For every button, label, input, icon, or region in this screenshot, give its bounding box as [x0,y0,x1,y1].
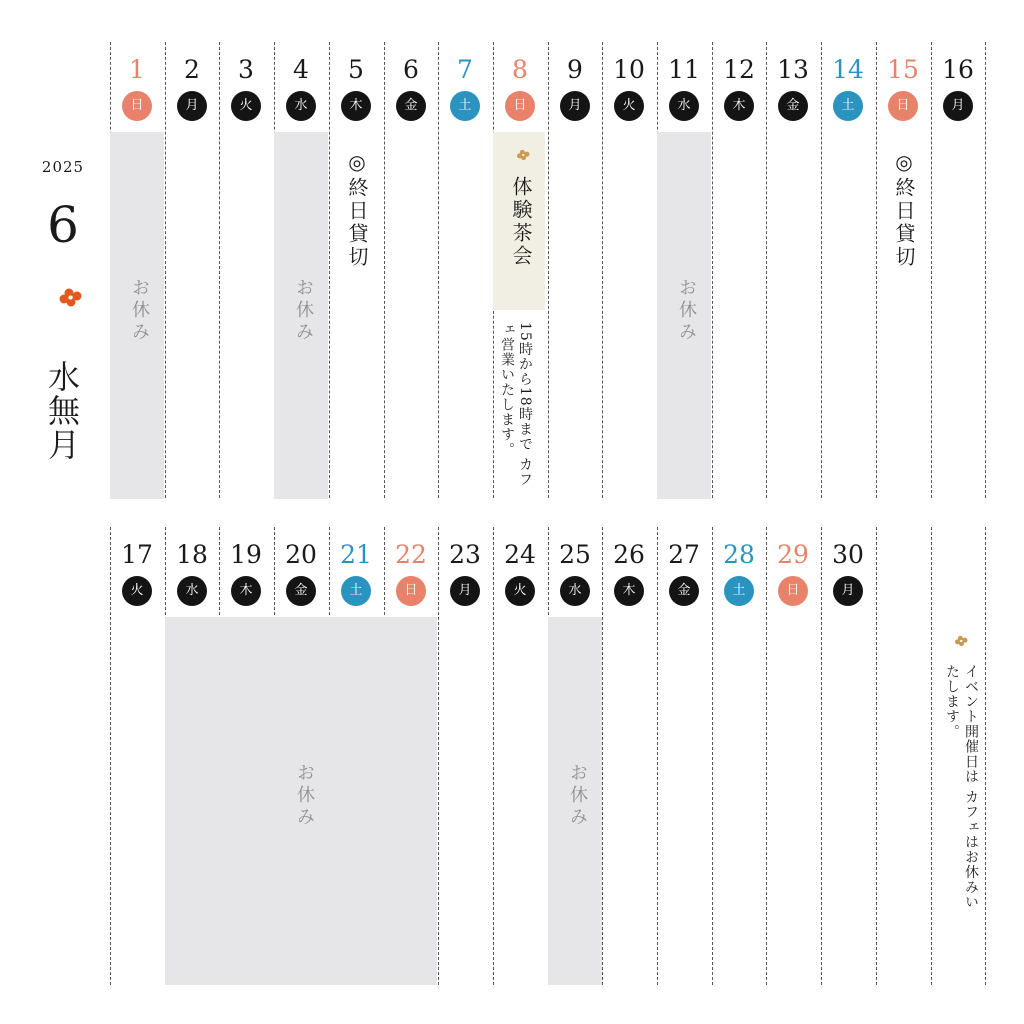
weekday-badge: 金 [286,576,316,606]
day-number: 26 [613,540,645,569]
cafe-hours-note: 15時から18時まで カフェ営業いたします。 [499,322,533,488]
month-header [0,0,110,520]
day-number: 6 [403,55,419,84]
day-number: 25 [559,540,591,569]
closed-label: お休み [294,763,315,829]
day-number: 2 [184,55,200,84]
moon-flower-logo-icon [944,630,970,656]
weekday-badge: 月 [450,576,480,606]
column-divider [876,527,877,985]
day-number: 16 [942,55,974,84]
day-number: 24 [504,540,536,569]
column-divider [384,42,385,498]
column-divider [985,527,986,985]
weekday-badge: 火 [122,576,152,606]
column-divider [438,42,439,498]
column-divider [110,527,111,985]
column-divider [165,42,166,498]
day-number: 22 [395,540,427,569]
month-name: 水無月 [43,360,81,462]
column-divider [329,42,330,498]
moon-flower-logo-icon [506,144,532,170]
day-number: 18 [176,540,208,569]
column-divider [821,527,822,985]
column-divider [438,527,439,985]
weekday-badge: 月 [560,91,590,121]
weekday-badge: 水 [560,576,590,606]
weekday-badge: 月 [833,576,863,606]
column-divider [931,527,932,985]
weekday-badge: 日 [505,91,535,121]
day-number: 7 [457,55,473,84]
column-divider [712,527,713,985]
closed-label: お休み [676,278,697,344]
day-number: 9 [567,55,583,84]
column-divider [876,42,877,498]
column-divider [548,42,549,498]
column-divider [602,527,603,985]
closed-label: お休み [129,278,150,344]
weekday-badge: 土 [341,576,371,606]
column-divider [657,527,658,985]
day-number: 21 [340,540,372,569]
column-divider [931,42,932,498]
day-number: 27 [668,540,700,569]
day-number: 5 [348,55,364,84]
day-number: 1 [129,55,145,84]
weekday-badge: 火 [614,91,644,121]
column-divider [766,527,767,985]
day-number: 28 [723,540,755,569]
day-number: 19 [230,540,262,569]
private-rental-label-day-5: ◎終日貸切 [345,150,369,269]
column-divider [493,527,494,985]
day-number: 14 [832,55,864,84]
tea-event-label: 体験茶会 [509,176,533,268]
weekday-badge: 土 [724,576,754,606]
weekday-badge: 土 [833,91,863,121]
column-divider [766,42,767,498]
column-divider [219,42,220,498]
weekday-badge: 月 [943,91,973,121]
weekday-badge: 水 [286,91,316,121]
year-label: 2025 [41,158,85,176]
weekday-badge: 日 [396,576,426,606]
event-closure-note: イベント開催日は カフェはお休みいたします。 [944,664,979,910]
weekday-badge: 火 [231,91,261,121]
month-number: 6 [47,196,79,254]
day-number: 8 [512,55,528,84]
weekday-badge: 火 [505,576,535,606]
day-number: 12 [723,55,755,84]
weekday-badge: 土 [450,91,480,121]
column-divider [712,42,713,498]
day-number: 11 [668,55,700,84]
private-rental-label-day-15: ◎終日貸切 [892,150,916,269]
weekday-badge: 金 [778,91,808,121]
weekday-badge: 日 [888,91,918,121]
closed-label: お休み [293,278,314,344]
moon-flower-logo-icon [40,278,86,324]
day-number: 23 [449,540,481,569]
weekday-badge: 木 [231,576,261,606]
day-number: 20 [285,540,317,569]
weekday-badge: 日 [122,91,152,121]
weekday-badge: 日 [778,576,808,606]
weekday-badge: 金 [669,576,699,606]
weekday-badge: 木 [724,91,754,121]
weekday-badge: 水 [177,576,207,606]
day-number: 15 [887,55,919,84]
day-number: 29 [777,540,809,569]
day-number: 3 [238,55,254,84]
column-divider [602,42,603,498]
day-number: 4 [293,55,309,84]
closed-label: お休み [567,763,588,829]
weekday-badge: 月 [177,91,207,121]
column-divider [821,42,822,498]
column-divider [985,42,986,498]
weekday-badge: 水 [669,91,699,121]
day-number: 30 [832,540,864,569]
weekday-badge: 木 [341,91,371,121]
day-number: 17 [121,540,153,569]
day-number: 13 [777,55,809,84]
day-number: 10 [613,55,645,84]
weekday-badge: 木 [614,576,644,606]
weekday-badge: 金 [396,91,426,121]
